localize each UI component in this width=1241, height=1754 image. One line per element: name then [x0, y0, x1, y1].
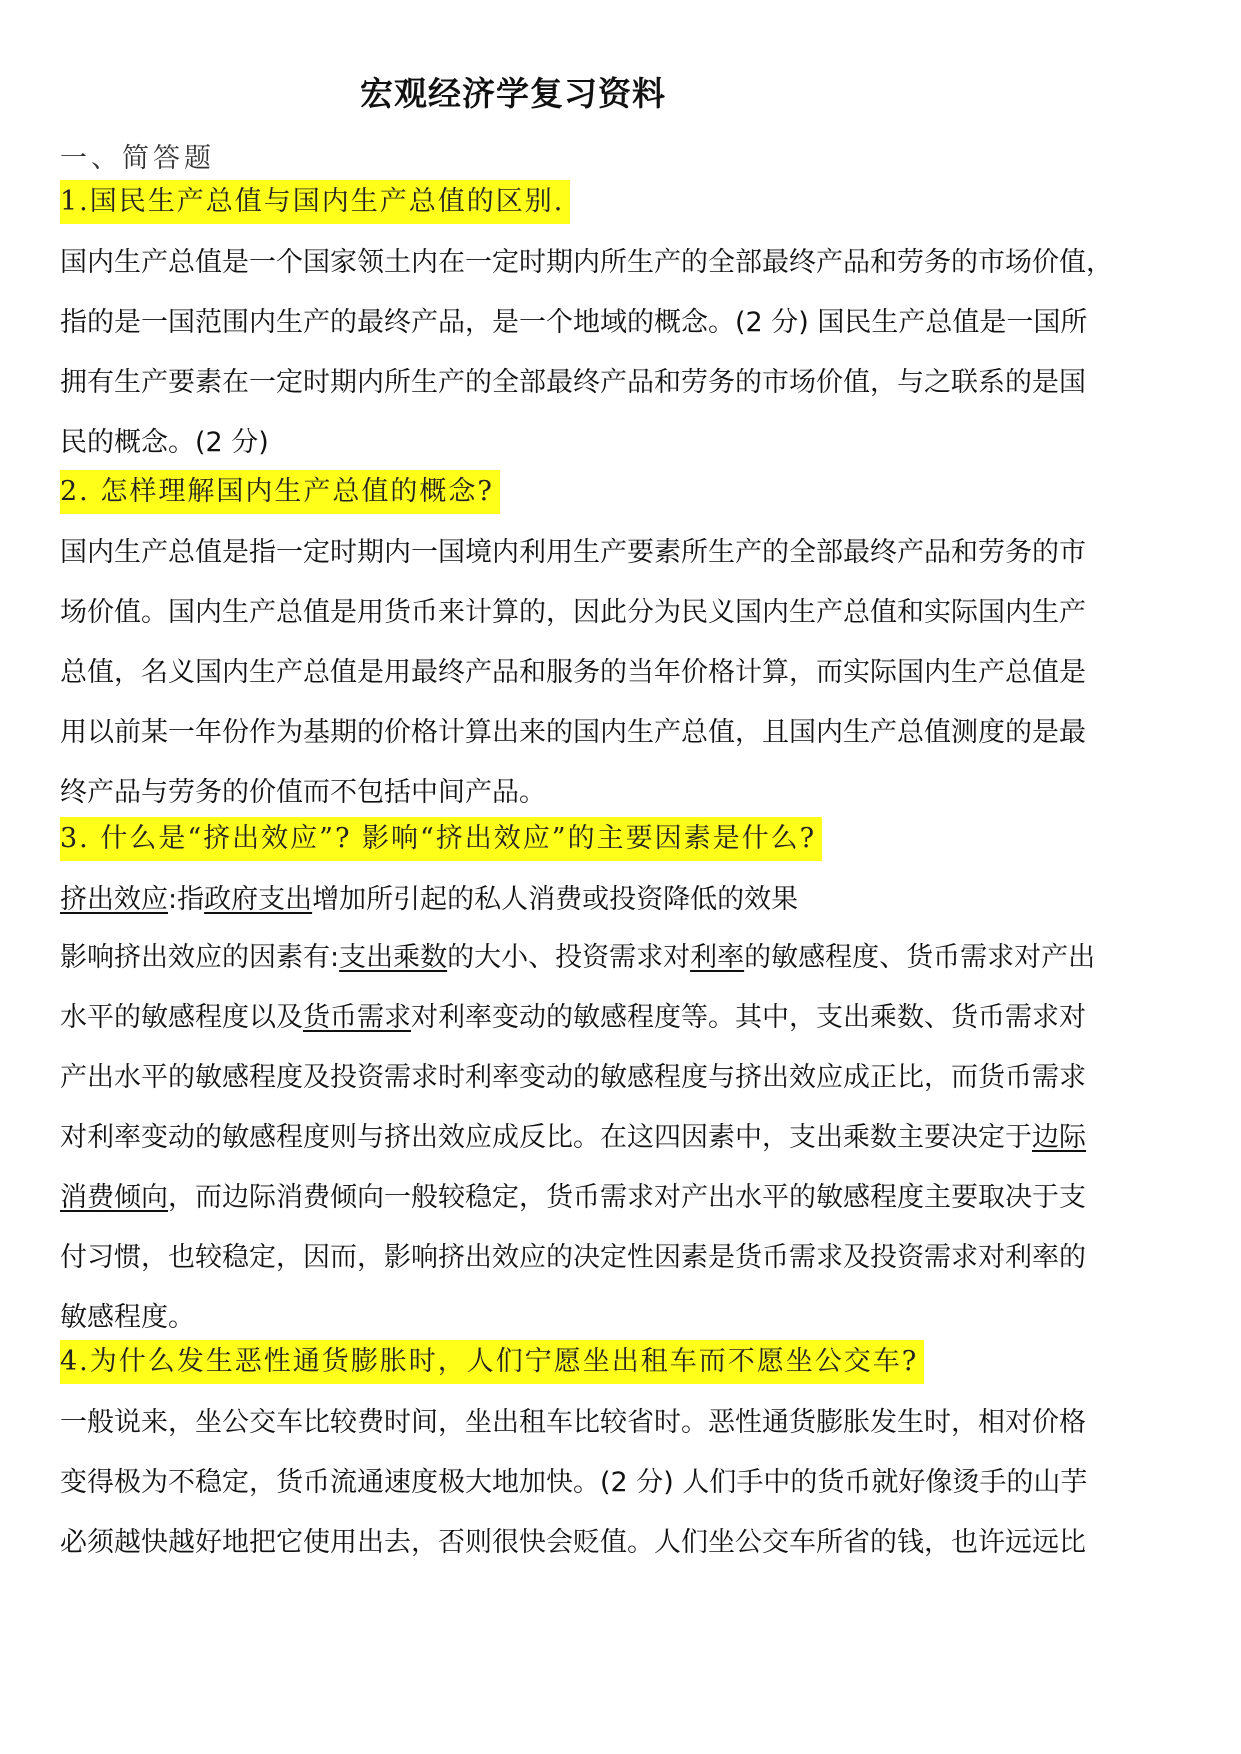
- definition-line: [60, 870, 1180, 930]
- answer-4: [60, 1393, 1180, 1573]
- document-title: 宏观经济学复习资料: [360, 74, 666, 113]
- answer-1-line: 民的概念。(2 分): [60, 427, 269, 458]
- factors-text: 水平的敏感程度以及: [60, 1002, 303, 1033]
- answer-1-line: 拥有生产要素在一定时期内所生产的全部最终产品和劳务的市场价值，与之联系的是国: [60, 367, 1086, 398]
- answer-4-line: 一般说来，坐公交车比较费时间，坐出租车比较省时。恶性通货膨胀发生时，相对价格: [60, 1407, 1086, 1438]
- section-heading: 一、简答题: [60, 143, 215, 174]
- definition-text: :指: [168, 884, 205, 915]
- term-crowding-out: 挤出效应: [60, 884, 168, 915]
- definition-text: 增加所引起的私人消费或投资降低的效果: [312, 884, 799, 915]
- factors-text: ，而边际消费倾向一般较稳定，货币需求对产出水平的敏感程度主要取决于支: [168, 1182, 1086, 1213]
- answer-4-line: 必须越快越好地把它使用出去，否则很快会贬值。人们坐公交车所省的钱，也许远远比: [60, 1527, 1086, 1558]
- factors-text: 的大小、投资需求对: [447, 942, 691, 973]
- question-4-heading: 4.为什么发生恶性通货膨胀时，人们宁愿坐出租车而不愿坐公交车?: [60, 1340, 924, 1384]
- factors-line: 付习惯，也较稳定，因而，影响挤出效应的决定性因素是货币需求及投资需求对利率的: [60, 1242, 1086, 1273]
- factors-line: 产出水平的敏感程度及投资需求时利率变动的敏感程度与挤出效应成正比，而货币需求: [60, 1062, 1086, 1093]
- answer-2-line: 国内生产总值是指一定时期内一国境内利用生产要素所生产的全部最终产品和劳务的市: [60, 537, 1086, 568]
- answer-1-line: 国内生产总值是一个国家领土内在一定时期内所生产的全部最终产品和劳务的市场价值，: [60, 247, 1113, 278]
- factors-line: 敏感程度。: [60, 1302, 195, 1333]
- answer-3-definition: [60, 870, 1180, 930]
- term-interest-rate: 利率: [690, 942, 745, 973]
- factors-text: 对利率变动的敏感程度等。其中，支出乘数、货币需求对: [411, 1002, 1086, 1033]
- question-2-heading: 2. 怎样理解国内生产总值的概念?: [60, 470, 500, 514]
- factors-text: 的敏感程度、货币需求对产出: [744, 942, 1096, 973]
- factors-text: 对利率变动的敏感程度则与挤出效应成反比。在这四因素中，支出乘数主要决定于: [60, 1122, 1032, 1153]
- answer-1: [60, 233, 1180, 473]
- term-consumption-propensity: 消费倾向: [60, 1182, 168, 1213]
- factors-line: [60, 928, 1180, 988]
- term-marginal: 边际: [1032, 1122, 1086, 1153]
- answer-2-line: 总值，名义国内生产总值是用最终产品和服务的当年价格计算，而实际国内生产总值是: [60, 657, 1086, 688]
- answer-2-line: 场价值。国内生产总值是用货币来计算的，因此分为民义国内生产总值和实际国内生产: [60, 597, 1086, 628]
- factors-line: [60, 1108, 1180, 1168]
- term-government-spending: 政府支出: [204, 884, 313, 915]
- factors-line: [60, 1168, 1180, 1228]
- term-expenditure-multiplier: 支出乘数: [339, 942, 448, 973]
- answer-2-line: 终产品与劳务的价值而不包括中间产品。: [60, 777, 546, 808]
- question-3-heading: 3. 什么是“挤出效应”? 影响“挤出效应”的主要因素是什么?: [60, 817, 822, 861]
- term-money-demand: 货币需求: [303, 1002, 411, 1033]
- answer-2-line: 用以前某一年份作为基期的价格计算出来的国内生产总值，且国内生产总值测度的是最: [60, 717, 1086, 748]
- answer-4-line: 变得极为不稳定，货币流通速度极大地加快。(2 分) 人们手中的货币就好像烫手的山芋: [60, 1467, 1088, 1498]
- answer-1-line: 指的是一国范围内生产的最终产品，是一个地域的概念。(2 分) 国民生产总值是一国所: [60, 307, 1088, 338]
- question-1-heading: 1.国民生产总值与国内生产总值的区别.: [60, 180, 570, 224]
- answer-3-factors: [60, 928, 1180, 1348]
- answer-2: [60, 523, 1180, 823]
- factors-text: 影响挤出效应的因素有:: [60, 942, 340, 973]
- factors-line: [60, 988, 1180, 1048]
